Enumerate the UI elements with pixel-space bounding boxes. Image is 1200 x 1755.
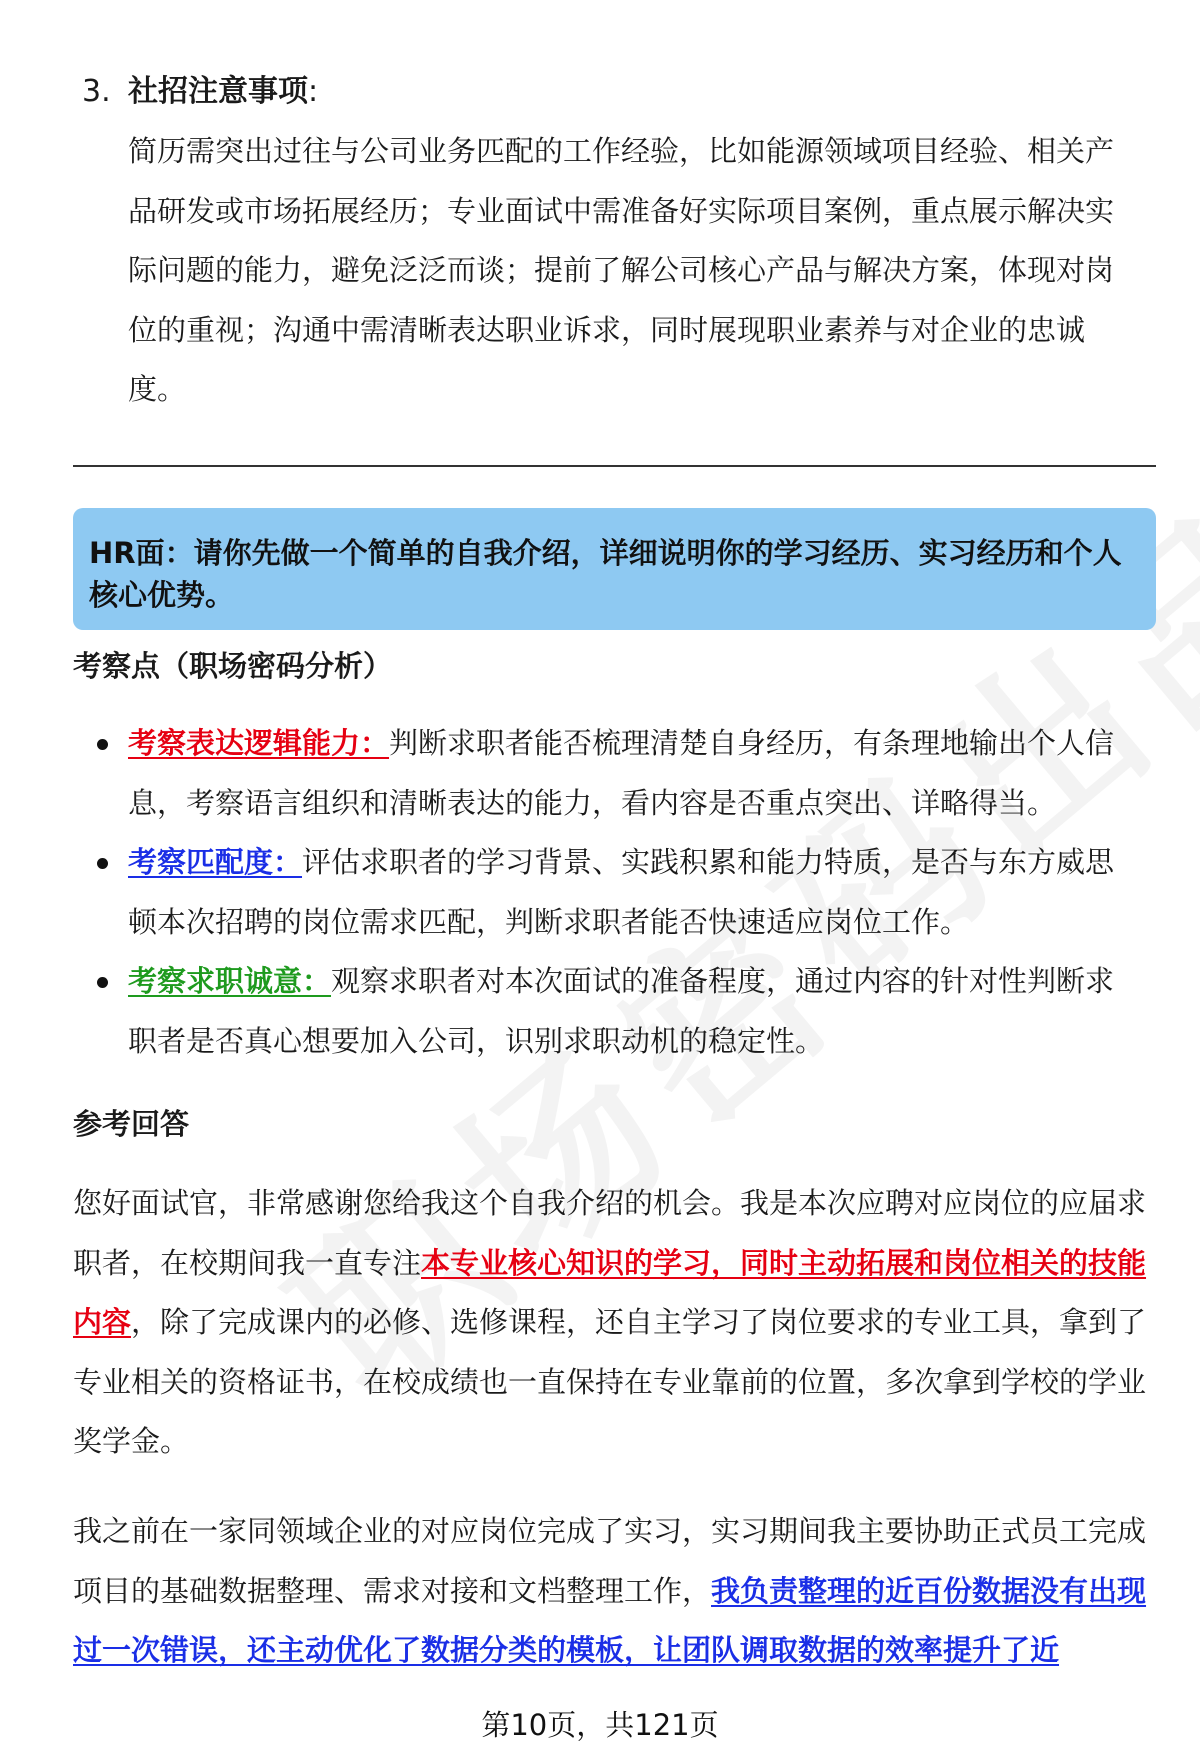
reference-paragraph [73,1502,1148,1681]
analysis-heading: 考察点（职场密码分析） [73,649,393,683]
keyword-sincerity: 考察求职诚意： [128,964,332,998]
social-recruitment-notes [82,62,1142,420]
reference-heading: 参考回答 [73,1107,190,1141]
item-text: 评估求职者的学习背景、实践积累和能力特质，是否与东方威思顿本次招聘的岗位需求匹配，判断求职者能否快速适应岗位工作。 [128,845,1115,939]
highlight-text: 本专业核心知识的学习，同时主动拓展和岗位相关的技能内容 [73,1245,1147,1339]
section-title: 社招注意事项 [128,74,308,109]
section-heading [82,62,1142,122]
paragraph-text: 我之前在一家同领域企业的对应岗位完成了实习，实习期间我主要协助正式员工完成项目的基础数据整理、需求对接和文档整理工作， [73,1514,1147,1608]
highlight-text: 我负责整理的近百份数据没有出现过一次错误，还主动优化了数据分类的模板，让团队调取数据的效率提升了近 [73,1573,1147,1667]
section-body: 简历需突出过往与公司业务匹配的工作经验，比如能源领域项目经验、相关产品研发或市场拓展经历；专业面试中需准备好实际项目案例，重点展示解决实际问题的能力，避免泛泛而谈；提前了解公司核心产品与解决方案，体现对岗位的重视；沟通中需清晰表达职业诉求，同时展现职业素养与对企业的忠诚度。 [128,134,1115,406]
keyword-expression-logic: 考察表达逻辑能力： [128,726,390,760]
bullet-dot [97,858,108,869]
divider-line [73,465,1156,467]
page-number: 第10页，共121页 [481,1708,719,1742]
list-item [93,952,1143,1071]
section-colon: : [308,74,319,109]
section-number: 3. [82,74,111,109]
paragraph-text: ，除了完成课内的必修、选修课程，还自主学习了岗位要求的专业工具，拿到了专业相关的资格证书，在校成绩也一直保持在专业靠前的位置，多次拿到学校的学业奖学金。 [73,1305,1147,1458]
item-text: 判断求职者能否梳理清楚自身经历，有条理地输出个人信息，考察语言组织和清晰表达的能力，看内容是否重点突出、详略得当。 [128,726,1115,820]
bullet-dot [97,739,108,750]
question-text: HR面：请你先做一个简单的自我介绍，详细说明你的学习经历、实习经历和个人核心优势。 [89,536,1122,612]
list-item [93,714,1143,833]
list-item [93,833,1143,952]
item-text: 观察求职者对本次面试的准备程度，通过内容的针对性判断求职者是否真心想要加入公司，识别求职动机的稳定性。 [128,964,1115,1058]
paragraph-text: 您好面试官，非常感谢您给我这个自我介绍的机会。我是本次应聘对应岗位的应届求职者，在校期间我一直专注 [73,1186,1147,1280]
question-box [73,508,1156,630]
reference-paragraph [73,1174,1148,1472]
bullet-dot [97,977,108,988]
analysis-list [93,714,1143,1071]
keyword-match-degree: 考察匹配度： [128,845,303,879]
